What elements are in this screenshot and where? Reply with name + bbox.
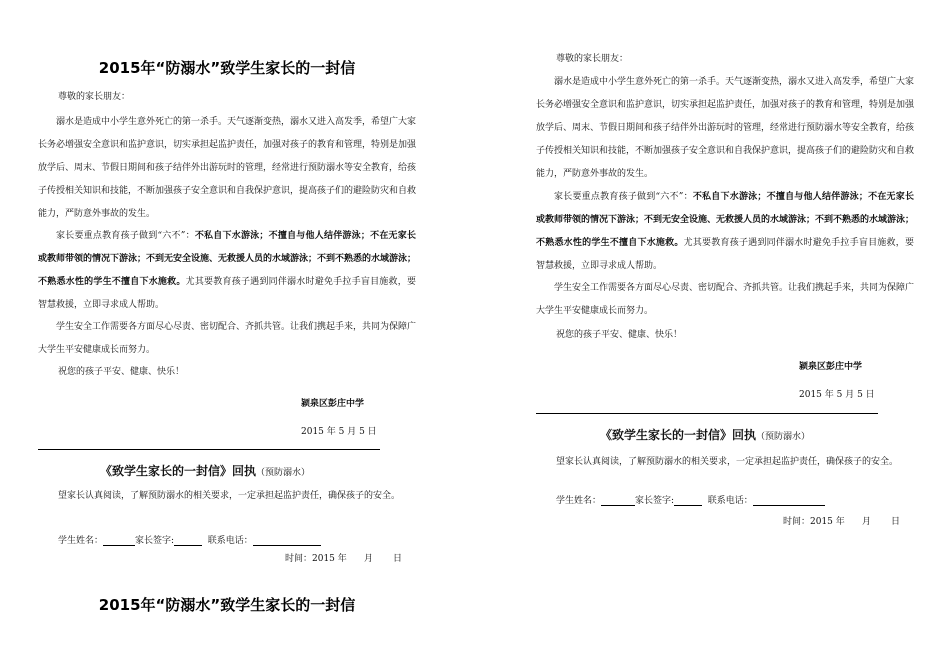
- letter-date: 2015 年 5 月 5 日: [301, 427, 377, 437]
- letter-greeting: 尊敬的家长朋友：: [556, 54, 629, 64]
- letter-paragraph-1: 溺水是造成中小学生意外死亡的第一杀手。天气逐渐变热，溺水又进入高发季，希望广大家长务必增强安全意识和监护意识，切实承担起监护责任，加强对孩子的教育和管理，特别是加强放学后、周末、节假日期间和孩子结伴外出游玩时的管理，经常进行预防溺水等安全教育，给孩子传授相关知识和技能，不断加强孩子安全意识和自我保护意识，提高孩子们的避险防灾和自救能力，严防意外事故的发生。: [38, 117, 417, 219]
- parent-signature-field[interactable]: [174, 536, 202, 546]
- receipt-title: 《致学生家长的一封信》回执（预防溺水）: [100, 464, 311, 478]
- phone-field[interactable]: [753, 496, 825, 506]
- receipt-title: 《致学生家长的一封信》回执（预防溺水）: [600, 428, 811, 442]
- letter-closing: 祝您的孩子平安、健康、快乐！: [58, 367, 185, 377]
- phone-field[interactable]: [253, 536, 321, 546]
- letter-paragraph-2: 家长要重点教育孩子做到“六不”：不私自下水游泳；不擅自与他人结伴游泳；不在无家长或教师带领的情况下游泳；不到无安全设施、无救援人员的水域游泳；不到不熟悉的水域游泳；不熟悉水性的学生不擅自下水施救。尤其要教育孩子遇到同伴溺水时避免手拉手盲目施救，要智慧救援，立即寻求成人帮助。: [536, 192, 915, 271]
- receipt-signature-row: 学生姓名： 家长签字: 联系电话：: [58, 533, 321, 546]
- letter-paragraph-3: 学生安全工作需要各方面尽心尽责、密切配合、齐抓共管。让我们携起手来，共同为保障广大学生平安健康成长而努力。: [38, 322, 417, 355]
- receipt-time-row: 时间：2015 年 月 日: [285, 554, 402, 564]
- receipt-signature-row: 学生姓名： 家长签字: 联系电话：: [556, 493, 825, 506]
- letter-date: 2015 年 5 月 5 日: [799, 390, 875, 400]
- student-name-field[interactable]: [103, 536, 135, 546]
- letter-paragraph-1: 溺水是造成中小学生意外死亡的第一杀手。天气逐渐变热，溺水又进入高发季，希望广大家长务必增强安全意识和监护意识，切实承担起监护责任，加强对孩子的教育和管理，特别是加强放学后、周末、节假日期间和孩子结伴外出游玩时的管理，经常进行预防溺水等安全教育，给孩子传授相关知识和技能，不断加强孩子安全意识和自我保护意识，提高孩子们的避险防灾和自救能力，严防意外事故的发生。: [536, 77, 915, 179]
- letter-paragraph-3: 学生安全工作需要各方面尽心尽责、密切配合、齐抓共管。让我们携起手来，共同为保障广大学生平安健康成长而努力。: [536, 283, 915, 316]
- divider: [536, 413, 878, 414]
- letter-closing: 祝您的孩子平安、健康、快乐！: [556, 330, 683, 340]
- school-name: 颍泉区彭庄中学: [799, 362, 863, 372]
- letter-title-repeat: 2015年“防溺水”致学生家长的一封信: [98, 596, 356, 614]
- parent-signature-field[interactable]: [674, 496, 702, 506]
- letter-title: 2015年“防溺水”致学生家长的一封信: [98, 59, 356, 77]
- student-name-field[interactable]: [601, 496, 635, 506]
- school-name: 颍泉区彭庄中学: [301, 399, 365, 409]
- receipt-text: 望家长认真阅读，了解预防溺水的相关要求，一定承担起监护责任，确保孩子的安全。: [58, 491, 401, 501]
- receipt-text: 望家长认真阅读，了解预防溺水的相关要求，一定承担起监护责任，确保孩子的安全。: [556, 457, 899, 467]
- letter-paragraph-2: 家长要重点教育孩子做到“六不”：不私自下水游泳；不擅自与他人结伴游泳；不在无家长或教师带领的情况下游泳；不到无安全设施、无救援人员的水域游泳；不到不熟悉的水域游泳；不熟悉水性的学生不擅自下水施救。尤其要教育孩子遇到同伴溺水时避免手拉手盲目施救，要智慧救援，立即寻求成人帮助。: [38, 231, 417, 310]
- letter-greeting: 尊敬的家长朋友：: [58, 92, 131, 102]
- receipt-time-row: 时间：2015 年 月 日: [783, 517, 900, 527]
- divider: [38, 449, 380, 450]
